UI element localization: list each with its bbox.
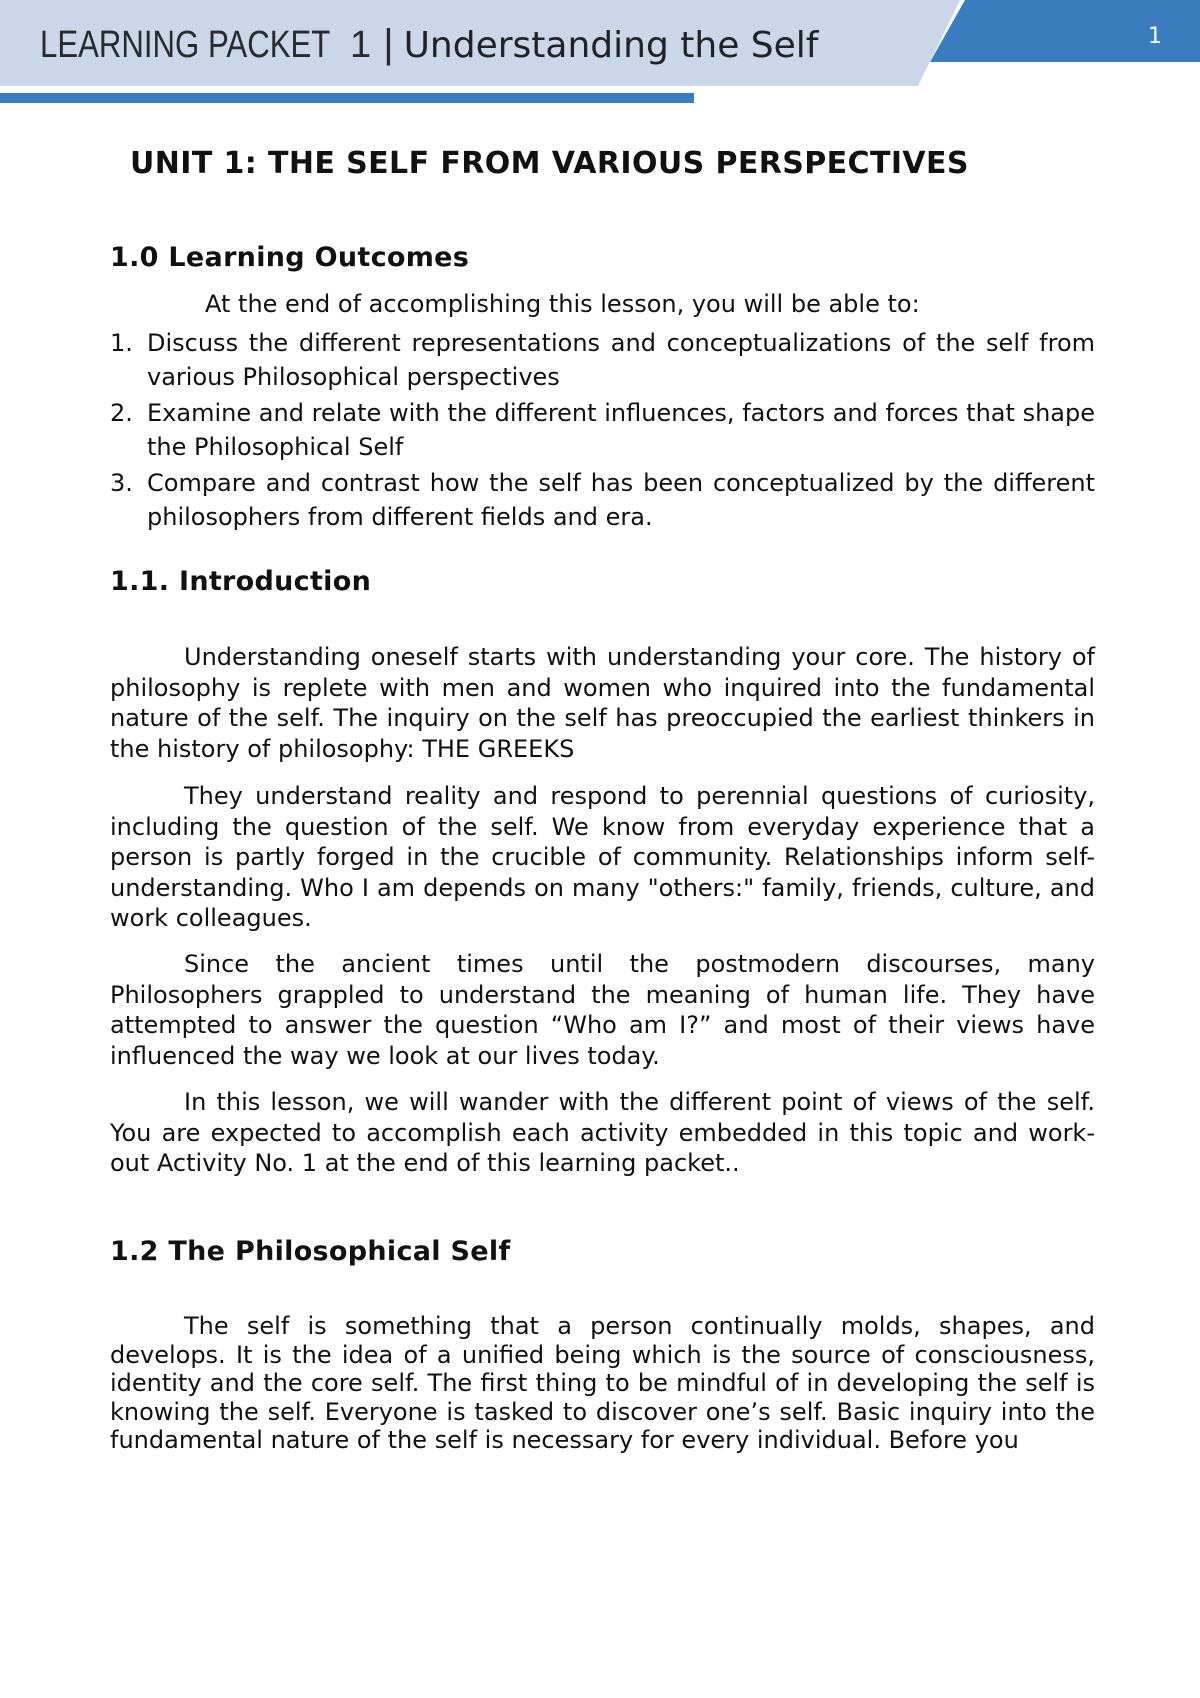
brand-text: LEARNING PACKET <box>40 24 331 66</box>
intro-paragraph: They understand reality and respond to perennial questions of curiosity, including the question of the self. We know from everyday experience that a person is partly forged in the crucible of community. Relationships inform self-understanding. Who I am depends on many "others:" family, friends, culture, and work colleagues. <box>110 782 1095 932</box>
list-item-number: 3. <box>110 469 133 497</box>
philosophical-self-paragraph: The self is something that a person continually molds, shapes, and develops. It is the idea of a unified being which is the source of consciousness, identity and the core self. The first thing to be mindful of in developing the self is knowing the self. Everyone is tasked to discover one’s self. Basic inquiry into the fundamental nature of the self is necessary for every individual. Before you <box>110 1312 1095 1454</box>
intro-paragraph: Since the ancient times until the postmodern discourses, many Philosophers grappled to understand the meaning of human life. They have attempted to answer the question “Who am I?” and most of their views have influenced the way we look at our lives today. <box>110 950 1095 1070</box>
intro-paragraph: In this lesson, we will wander with the different point of views of the self. You are expected to accomplish each activity embedded in this topic and work-out Activity No. 1 at the end of this learning packet.. <box>110 1088 1095 1177</box>
intro-paragraph: Understanding oneself starts with understanding your core. The history of philosophy is replete with men and women who inquired into the fundamental nature of the self. The inquiry on the self has preoccupied the earliest thinkers in the history of philosophy: THE GREEKS <box>110 643 1095 763</box>
page-number: 1 <box>1148 24 1162 49</box>
list-item-text: Discuss the different representations and conceptualizations of the self from various Philosophical perspectives <box>147 329 1095 391</box>
list-item <box>110 396 1095 464</box>
list-item-text: Examine and relate with the different influences, factors and forces that shape the Philosophical Self <box>147 399 1095 461</box>
list-item <box>110 326 1095 394</box>
packet-number: 1 <box>350 24 372 66</box>
list-item <box>110 466 1095 534</box>
list-item-text: Compare and contrast how the self has been conceptualized by the different philosophers from different fields and era. <box>147 469 1095 531</box>
unit-title: UNIT 1: THE SELF FROM VARIOUS PERSPECTIVES <box>130 146 969 181</box>
list-item-number: 2. <box>110 399 133 427</box>
heading-philosophical-self: 1.2 The Philosophical Self <box>110 1236 511 1267</box>
heading-learning-outcomes: 1.0 Learning Outcomes <box>110 242 470 273</box>
header-band <box>0 0 1200 110</box>
learning-outcomes-list <box>110 326 1095 536</box>
header-brand <box>40 22 818 78</box>
heading-introduction: 1.1. Introduction <box>110 566 372 597</box>
header-separator: | <box>383 22 394 66</box>
header-underline-rule <box>0 93 694 103</box>
header-title: Understanding the Self <box>403 25 819 66</box>
list-item-number: 1. <box>110 329 133 357</box>
learning-outcomes-lead: At the end of accomplishing this lesson, you will be able to: <box>205 290 920 318</box>
